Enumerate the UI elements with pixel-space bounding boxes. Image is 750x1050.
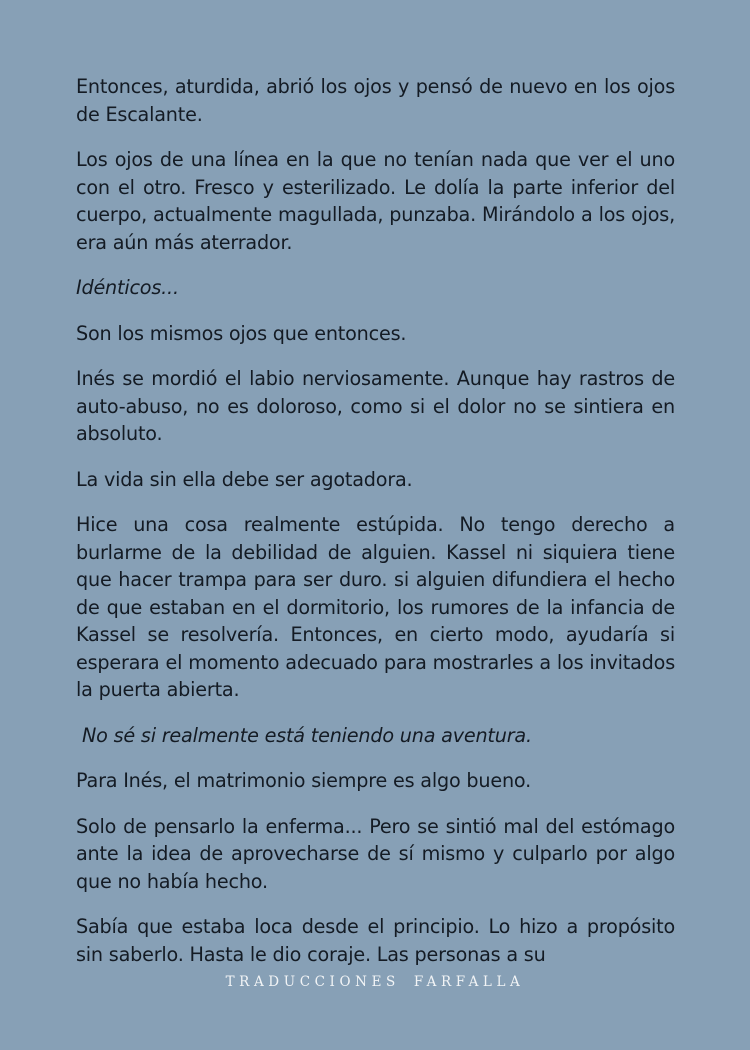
footer-word-2: FARFALLA [413, 974, 525, 990]
paragraph-italic: No sé si realmente está teniendo una aventura. [82, 723, 532, 747]
paragraph-italic: Idénticos... [76, 276, 179, 299]
paragraph: La vida sin ella debe ser agotadora. [76, 467, 413, 491]
paragraph: Para Inés, el matrimonio siempre es algo bueno. [76, 769, 532, 792]
body-text [76, 73, 675, 986]
paragraph: Entonces, aturdida, abrió los ojos y pensó de nuevo en los ojos de Escalante. [76, 75, 675, 126]
paragraph: Son los mismos ojos que entonces. [76, 321, 407, 345]
paragraph: Inés se mordió el labio nerviosamente. Aunque hay rastros de auto-abuso, no es doloroso, como si el dolor no se sintiera en absoluto. [76, 367, 675, 445]
paragraph: Hice una cosa realmente estúpida. No tengo derecho a burlarme de la debilidad de alguien. Kassel ni siquiera tiene que hacer trampa para ser duro. si alguien difundiera el hecho de que estaban en el dormitorio, los rumores de la infancia de Kassel se resolvería. Entonces, en cierto modo, ayudaría si esperara el momento adecuado para mostrarles a los invitados la puerta abierta. [76, 513, 675, 701]
paragraph: Sabía que estaba loca desde el principio. Lo hizo a propósito sin saberlo. Hasta le dio coraje. Las personas a su [76, 915, 675, 966]
page-footer [0, 974, 750, 990]
paragraph: Los ojos de una línea en la que no tenían nada que ver el uno con el otro. Fresco y esterilizado. Le dolía la parte inferior del cuerpo, actualmente magullada, punzaba. Mirándolo a los ojos, era aún más aterrador. [76, 148, 675, 254]
footer-word-1: TRADUCCIONES [225, 974, 400, 990]
paragraph: Solo de pensarlo la enferma... Pero se sintió mal del estómago ante la idea de aprovecharse de sí mismo y culparlo por algo que no había hecho. [76, 814, 675, 893]
